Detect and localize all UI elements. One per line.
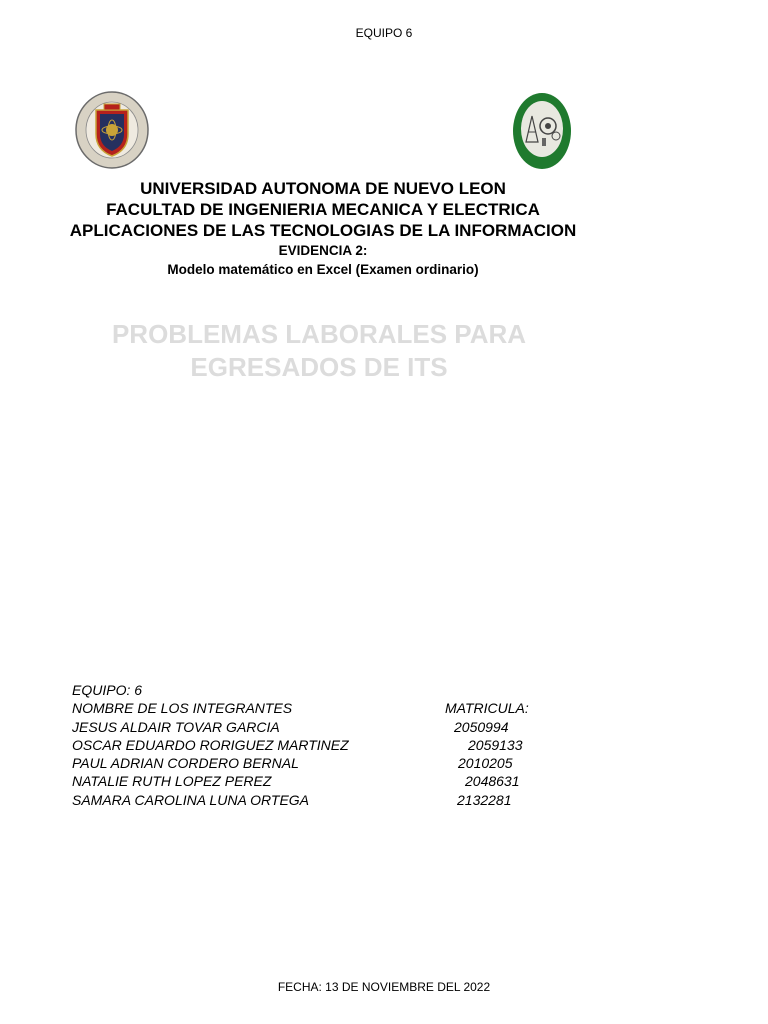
- project-topic: [0, 318, 638, 384]
- assignment-title: Modelo matemático en Excel (Examen ordinario): [167, 262, 479, 277]
- member-id: 2048631: [465, 773, 520, 790]
- member-name: NATALIE RUTH LOPEZ PEREZ: [72, 773, 272, 790]
- course-title: APLICACIONES DE LAS TECNOLOGIAS DE LA INFORMACION: [69, 221, 577, 240]
- topic-line-1: PROBLEMAS LABORALES PARA: [111, 319, 527, 349]
- member-row: [72, 754, 632, 772]
- member-id: 2050994: [454, 718, 509, 735]
- uanl-seal-logo: [74, 90, 150, 170]
- team-label: EQUIPO: 6: [72, 682, 143, 698]
- member-row: [72, 772, 632, 790]
- date-footer: FECHA: 13 DE NOVIEMBRE DEL 2022: [277, 980, 491, 994]
- member-id: 2132281: [457, 791, 512, 808]
- fime-seal-logo: [512, 92, 572, 170]
- faculty-title: FACULTAD DE INGENIERIA MECANICA Y ELECTRICA: [106, 200, 540, 219]
- team-header-row: [72, 699, 632, 717]
- member-name: PAUL ADRIAN CORDERO BERNAL: [72, 755, 299, 772]
- member-row: [72, 736, 632, 754]
- member-row: [72, 718, 632, 736]
- evidence-label: EVIDENCIA 2:: [278, 243, 368, 258]
- university-title: UNIVERSIDAD AUTONOMA DE NUEVO LEON: [140, 179, 506, 198]
- id-column-header: MATRICULA:: [445, 700, 529, 717]
- topic-line-2: EGRESADOS DE ITS: [190, 352, 448, 382]
- member-name: SAMARA CAROLINA LUNA ORTEGA: [72, 791, 310, 808]
- team-header: EQUIPO 6: [355, 26, 413, 40]
- member-name: JESUS ALDAIR TOVAR GARCIA: [72, 718, 280, 735]
- member-name: OSCAR EDUARDO RORIGUEZ MARTINEZ: [72, 736, 349, 753]
- institution-title-block: [0, 178, 646, 279]
- member-row: [72, 791, 632, 809]
- name-column-header: NOMBRE DE LOS INTEGRANTES: [72, 700, 293, 717]
- team-members-section: [72, 681, 632, 809]
- member-id: 2059133: [468, 736, 523, 753]
- member-id: 2010205: [458, 755, 513, 772]
